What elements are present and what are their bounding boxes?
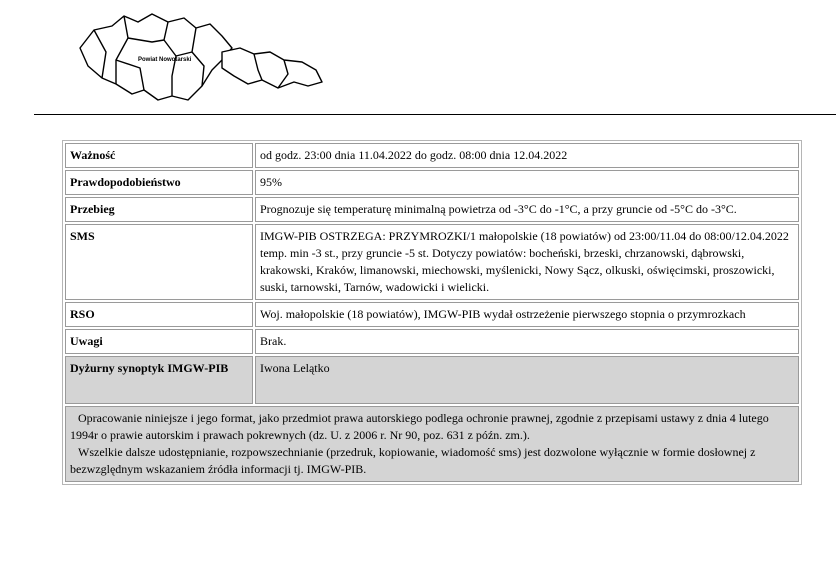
- row-value-probability: 95%: [255, 170, 799, 195]
- table-row: [65, 143, 799, 168]
- row-label-forecaster: Dyżurny synoptyk IMGW-PIB: [65, 356, 253, 404]
- map-label: Powiat Nowotarski: [138, 57, 192, 63]
- table-row: [65, 170, 799, 195]
- row-value-forecaster: Iwona Lelątko: [255, 356, 799, 404]
- county-map-logo: [72, 8, 332, 108]
- table-row: [65, 224, 799, 300]
- row-label-course: Przebieg: [65, 197, 253, 222]
- notice-paragraph-2: Wszelkie dalsze udostępnianie, rozpowszechnianie (przedruk, kopiowanie, wiadomość sms) jest dozwolone wyłącznie w formie dosłownej z bezwzględnym wskazaniem źródła informacji tj. IMGW-PIB.: [70, 445, 756, 476]
- header-divider: [34, 114, 836, 115]
- row-label-rso: RSO: [65, 302, 253, 327]
- notice-paragraph-1: Opracowanie niniejsze i jego format, jako przedmiot prawa autorskiego podlega ochronie prawnej, zgodnie z przepisami ustawy z dnia 4 lutego 1994r o prawie autorskim i prawach pokrewnych (dz. U. z 2006 r. Nr 90, poz. 631 z późn. zm.).: [70, 411, 769, 442]
- table-row: [65, 329, 799, 354]
- copyright-notice: [65, 406, 799, 482]
- warning-table: [62, 140, 802, 485]
- table-row: [65, 356, 799, 404]
- row-label-validity: Ważność: [65, 143, 253, 168]
- row-label-sms: SMS: [65, 224, 253, 300]
- row-value-course: Prognozuje się temperaturę minimalną powietrza od -3°C do -1°C, a przy gruncie od -5°C do -3°C.: [255, 197, 799, 222]
- notice-row: [65, 406, 799, 482]
- row-value-sms: IMGW-PIB OSTRZEGA: PRZYMROZKI/1 małopolskie (18 powiatów) od 23:00/11.04 do 08:00/12.04.2022 temp. min -3 st., przy gruncie -5 st. Dotyczy powiatów: bocheński, brzeski, chrzanowski, dąbrowski, krakowski, Kraków, limanowski, miechowski, myślenicki, Nowy Sącz, olkuski, oświęcimski, proszowicki, suski, tarnowski, Tarnów, wadowicki i wielicki.: [255, 224, 799, 300]
- row-value-remarks: Brak.: [255, 329, 799, 354]
- row-label-remarks: Uwagi: [65, 329, 253, 354]
- table-row: [65, 302, 799, 327]
- row-value-validity: od godz. 23:00 dnia 11.04.2022 do godz. 08:00 dnia 12.04.2022: [255, 143, 799, 168]
- table-row: [65, 197, 799, 222]
- row-label-probability: Prawdopodobieństwo: [65, 170, 253, 195]
- row-value-rso: Woj. małopolskie (18 powiatów), IMGW-PIB wydał ostrzeżenie pierwszego stopnia o przymrozkach: [255, 302, 799, 327]
- region-map-icon: [72, 8, 332, 108]
